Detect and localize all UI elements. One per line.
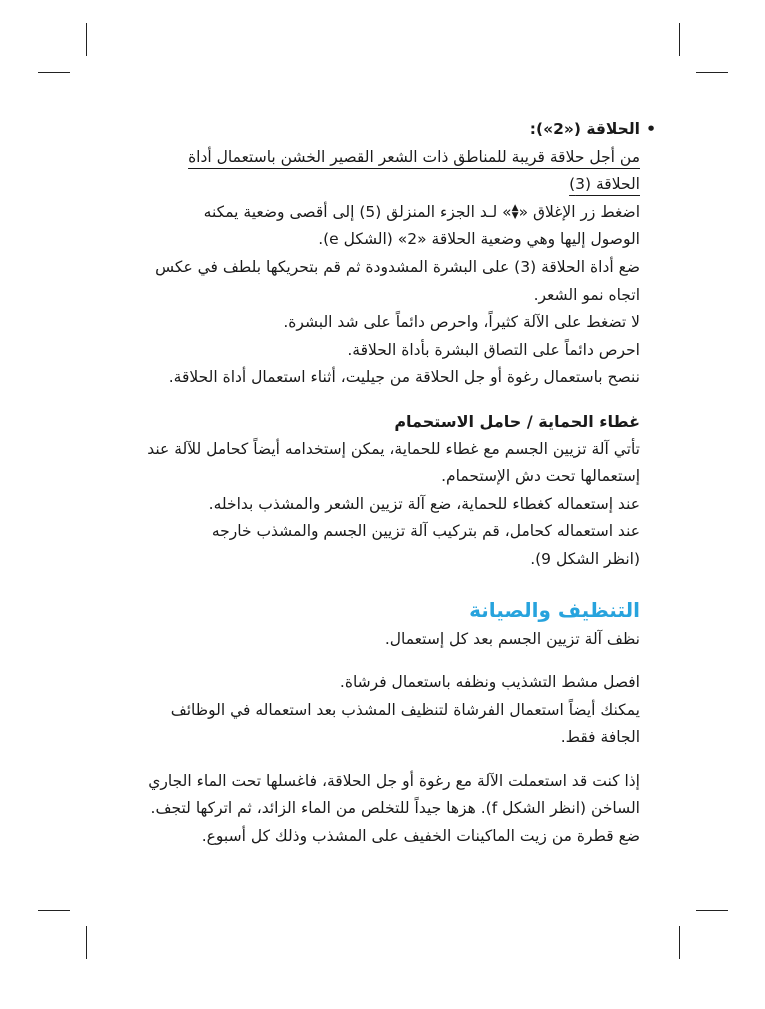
crop-mark-top-right-vertical [679, 23, 680, 56]
cleaning-p4-line1: إذا كنت قد استعملت الآلة مع رغوة أو جل الحلاقة، فاغسلها تحت الماء الجاري [148, 771, 640, 790]
shaving-step2-line2: اتجاه نمو الشعر. [533, 285, 640, 304]
protection-p1-line2: إستعمالها تحت دش الإستحمام. [441, 467, 640, 486]
crop-mark-bottom-right-horizontal [696, 910, 728, 911]
cleaning-p3-line2: الجافة فقط. [560, 728, 640, 747]
protection-p3-line1: عند استعماله كحامل، قم بتركيب آلة تزيين الجسم والمشذب خارجه [211, 522, 640, 541]
cleaning-p5: ضع قطرة من زيت الماكينات الخفيف على المشذب وذلك كل أسبوع. [201, 827, 640, 846]
shaving-intro-line1: من أجل حلاقة قريبة للمناطق ذات الشعر القصير الخشن باستعمال أداة [188, 147, 640, 166]
lock-slider-arrows-icon: ▲ ▼ [511, 203, 519, 222]
crop-mark-top-left-horizontal [38, 72, 70, 73]
cleaning-p1: نظف آلة تزيين الجسم بعد كل إستعمال. [384, 629, 640, 648]
protection-heading: غطاء الحماية / حامل الاستحمام [394, 411, 640, 431]
crop-mark-bottom-right-vertical [679, 926, 680, 959]
protection-p1-line1: تأتي آلة تزيين الجسم مع غطاء للحماية، يمكن إستخدامه أيضاً كحامل للآلة عند [147, 439, 640, 458]
shaving-heading-text: الحلاقة («2»): [529, 120, 640, 138]
bullet-icon: • [646, 120, 656, 138]
crop-mark-top-right-horizontal [696, 72, 728, 73]
shaving-intro-line2: الحلاقة (3) [569, 175, 640, 194]
crop-mark-bottom-left-vertical [86, 926, 87, 959]
cleaning-p2: افصل مشط التشذيب ونظفه باستعمال فرشاة. [339, 673, 640, 692]
protection-p2: عند إستعماله كغطاء للحماية، ضع آلة تزيين الشعر والمشذب بداخله. [208, 494, 640, 513]
cleaning-p4-line2: الساخن (انظر الشكل f). هزها جيداً للتخلص من الماء الزائد، ثم اتركها لتجف. [150, 799, 640, 818]
shaving-tip2: احرص دائماً على التصاق البشرة بأداة الحلاقة. [347, 340, 640, 359]
cleaning-p3-line1: يمكنك أيضاً استعمال الفرشاة لتنظيف المشذب بعد استعماله في الوظائف [170, 700, 640, 719]
shaving-heading [110, 116, 656, 144]
shaving-step1-line1 [110, 199, 640, 227]
protection-p3-line2: (انظر الشكل 9). [530, 549, 640, 568]
crop-mark-bottom-left-horizontal [38, 910, 70, 911]
cleaning-heading: التنظيف والصيانة [469, 597, 640, 622]
crop-mark-top-left-vertical [86, 23, 87, 56]
shaving-step2-line1: ضع أداة الحلاقة (3) على البشرة المشدودة ثم قم بتحريكها بلطف في عكس [155, 257, 640, 276]
step1-text-a: اضغط زر الإغلاق « [518, 202, 640, 221]
shaving-tip1: لا تضغط على الآلة كثيراً، واحرص دائماً على شد البشرة. [283, 313, 640, 332]
shaving-tip3: ننصح باستعمال رغوة أو جل الحلاقة من جيليت، أثناء استعمال أداة الحلاقة. [168, 368, 640, 387]
step1-text-b: » لـد الجزء المنزلق (5) إلى أقصى وضعية يمكنه [203, 202, 512, 221]
shaving-step1-line2: الوصول إليها وهي وضعية الحلاقة «2» (الشكل e). [318, 230, 640, 249]
document-page [110, 116, 656, 851]
